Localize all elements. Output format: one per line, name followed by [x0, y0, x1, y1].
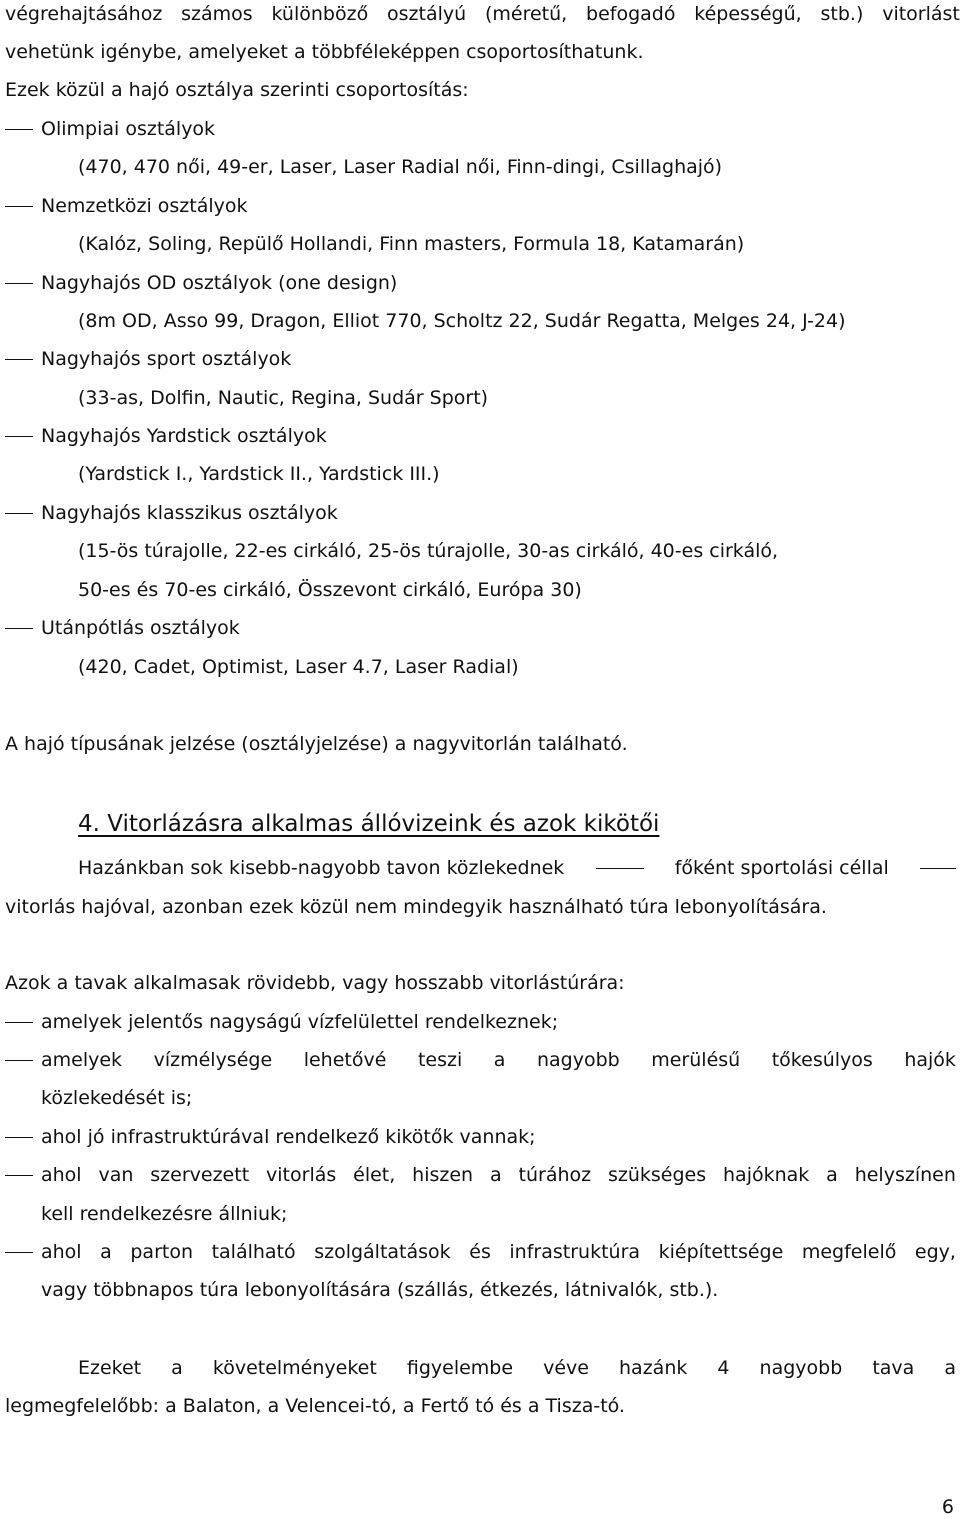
word: vízmélysége — [153, 1049, 273, 1071]
word: szolgáltatások — [314, 1241, 451, 1263]
word: ahol — [41, 1241, 82, 1263]
criteria-item — [41, 1241, 956, 1263]
page-number: 6 — [941, 1496, 954, 1518]
list-dash — [5, 129, 33, 130]
inline-dash — [596, 868, 644, 869]
list-dash — [5, 1137, 33, 1138]
class-title: Nagyhajós klasszikus osztályok — [41, 502, 338, 524]
criteria-item — [41, 1164, 956, 1186]
list-dash — [5, 513, 33, 514]
word: és — [469, 1241, 491, 1263]
class-title: Nagyhajós Yardstick osztályok — [41, 425, 327, 447]
word: stb.) — [820, 3, 864, 25]
word: amelyek — [41, 1049, 123, 1071]
conclusion-line-1: Ezeket a követelményeket figyelembe véve hazánk 4 nagyobb tava a — [78, 1357, 956, 1379]
inline-dash — [920, 868, 956, 869]
marking-note: A hajó típusának jelzése (osztályjelzése) a nagyvitorlán található. — [5, 733, 628, 755]
word: a — [100, 1241, 112, 1263]
intro-line-1 — [5, 3, 960, 25]
word: szervezett — [150, 1164, 250, 1186]
conclusion-line-2: legmegfelelőbb: a Balaton, a Velencei-tó, a Fertő tó és a Tisza-tó. — [5, 1395, 625, 1417]
criteria-item — [41, 1049, 956, 1071]
list-dash — [5, 1022, 33, 1023]
word: teszi — [417, 1049, 463, 1071]
word: végrehajtásához — [5, 3, 163, 25]
word: helyszínen — [854, 1164, 956, 1186]
list-dash — [5, 1175, 33, 1176]
paragraph-2: Azok a tavak alkalmasak rövidebb, vagy hosszabb vitorlástúrára: — [5, 972, 625, 994]
criteria-item-continued: vagy többnapos túra lebonyolítására (szállás, étkezés, látnivalók, stb.). — [41, 1279, 719, 1301]
word: hajók — [904, 1049, 956, 1071]
word: infrastruktúra — [509, 1241, 641, 1263]
intro-line-3: Ezek közül a hajó osztálya szerinti csoportosítás: — [5, 79, 469, 101]
word: a — [493, 1049, 506, 1071]
paragraph-1-start: Hazánkban sok kisebb-nagyobb tavon közlekednek — [78, 857, 565, 879]
class-title: Nemzetközi osztályok — [41, 195, 248, 217]
class-detail: (Kalóz, Soling, Repülő Hollandi, Finn masters, Formula 18, Katamarán) — [78, 233, 745, 255]
word: a — [826, 1164, 838, 1186]
list-dash — [5, 628, 33, 629]
criteria-item-continued: közlekedését is; — [41, 1087, 193, 1109]
class-title: Olimpiai osztályok — [41, 118, 216, 140]
class-detail: (33-as, Dolfin, Nautic, Regina, Sudár Sport) — [78, 387, 489, 409]
word: található — [211, 1241, 296, 1263]
intro-line-2: vehetünk igénybe, amelyeket a többféleképpen csoportosíthatunk. — [5, 41, 644, 63]
criteria-item: ahol jó infrastruktúrával rendelkező kikötők vannak; — [41, 1126, 536, 1148]
word: vitorlást — [882, 3, 960, 25]
paragraph-1-line-2: vitorlás hajóval, azonban ezek közül nem mindegyik használható túra lebonyolítására. — [5, 896, 827, 918]
list-dash — [5, 1060, 33, 1061]
word: merülésű — [651, 1049, 741, 1071]
word: befogadó — [586, 3, 676, 25]
class-detail: (470, 470 női, 49-er, Laser, Laser Radial női, Finn-dingi, Csillaghajó) — [78, 156, 723, 178]
class-detail-continued: 50-es és 70-es cirkáló, Összevont cirkáló, Európa 30) — [78, 579, 582, 601]
word: megfelelő — [801, 1241, 897, 1263]
class-detail: (420, Cadet, Optimist, Laser 4.7, Laser Radial) — [78, 656, 519, 678]
word: tőkesúlyos — [771, 1049, 873, 1071]
class-detail: (Yardstick I., Yardstick II., Yardstick III.) — [78, 463, 440, 485]
word: kiépítettsége — [658, 1241, 784, 1263]
word: a — [489, 1164, 502, 1186]
word: szükséges — [607, 1164, 707, 1186]
word: lehetővé — [303, 1049, 387, 1071]
list-dash — [5, 436, 33, 437]
word: különböző — [271, 3, 369, 25]
word: számos — [181, 3, 253, 25]
list-dash — [5, 359, 33, 360]
word: képességű, — [694, 3, 802, 25]
section-heading: 4. Vitorlázásra alkalmas állóvizeink és azok kikötői — [78, 811, 660, 837]
paragraph-1-line-1 — [78, 857, 956, 879]
word: élet, — [353, 1164, 396, 1186]
list-dash — [5, 206, 33, 207]
word: egy, — [914, 1241, 956, 1263]
class-title: Utánpótlás osztályok — [41, 617, 240, 639]
word: hiszen — [412, 1164, 474, 1186]
paragraph-1-mid: főként sportolási céllal — [674, 857, 889, 879]
list-dash — [5, 283, 33, 284]
word: parton — [130, 1241, 194, 1263]
word: van — [98, 1164, 134, 1186]
word: nagyobb — [536, 1049, 620, 1071]
criteria-item-continued: kell rendelkezésre állniuk; — [41, 1203, 288, 1225]
class-detail: (15-ös túrajolle, 22-es cirkáló, 25-ös túrajolle, 30-as cirkáló, 40-es cirkáló, — [78, 540, 779, 562]
word: hajóknak — [723, 1164, 810, 1186]
word: túrához — [518, 1164, 592, 1186]
class-title: Nagyhajós OD osztályok (one design) — [41, 272, 398, 294]
word: ahol — [41, 1164, 82, 1186]
word: osztályú — [387, 3, 467, 25]
criteria-item: amelyek jelentős nagyságú vízfelülettel rendelkeznek; — [41, 1011, 559, 1033]
class-title: Nagyhajós sport osztályok — [41, 348, 292, 370]
word: (méretű, — [484, 3, 568, 25]
list-dash — [5, 1252, 33, 1253]
class-detail: (8m OD, Asso 99, Dragon, Elliot 770, Scholtz 22, Sudár Regatta, Melges 24, J-24) — [78, 310, 846, 332]
word: vitorlás — [266, 1164, 337, 1186]
